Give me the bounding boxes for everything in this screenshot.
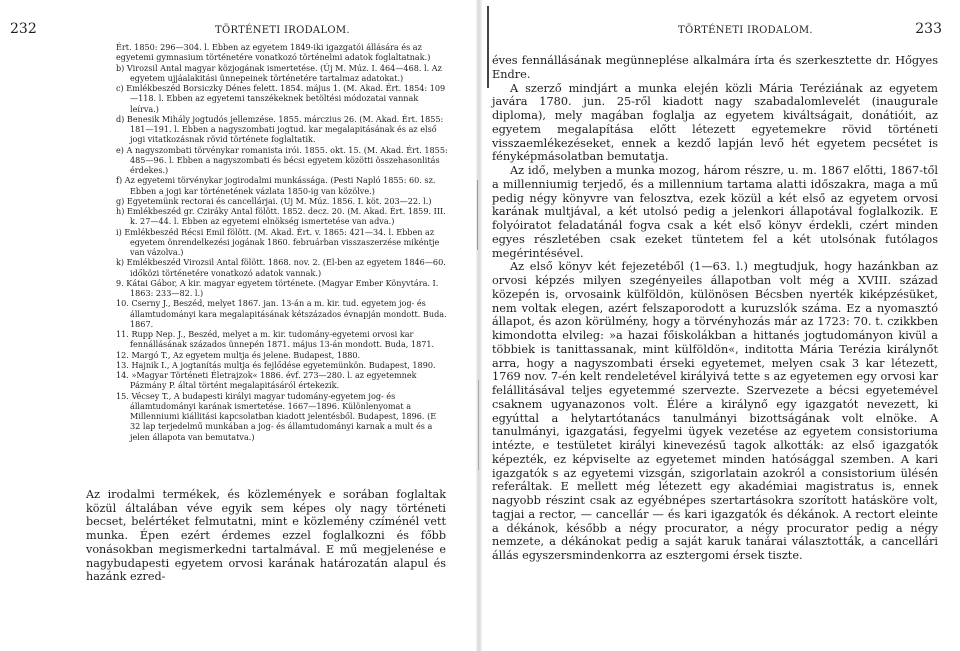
running-head: TÖRTÉNETI IRODALOM.	[215, 25, 350, 36]
footnote-item: f) Az egyetemi törvénykar jogirodalmi munkássága. (Pesti Napló 1855: 60. sz. Ebben a jogi kar történetének vázlata 1850-ig van közölve.)	[116, 175, 436, 196]
page-number: 233	[915, 21, 942, 37]
footnote-item: h) Emlékbeszéd gr. Cziráky Antal fölött. 1852. decz. 20. (M. Akad. Ért. 1859. III. k. 27—44. l. Ebben az egyetemi elnökség ismertetése van adva.)	[116, 206, 446, 227]
footnote-item: 10. Cserny J., Beszéd, melyet 1867. jan. 13-án a m. kir. tud. egyetem jog- és államtudományi kara megalapitásának kétszázados évnapján mondott. Buda. 1867.	[116, 298, 447, 329]
text-paragraph: Az idő, melyben a munka mozog, három részre, u. m. 1867 előtti, 1867-től a millenniumig terjedő, és a millennium tartama alatti időszakra, maga a mű pedig négy könyvre van felosztva, ezek közül a két első az egyetem orvosi karának multjával, a két utolsó pedig a jelenkori állapotával foglalkozik. E folyóiratot feladatánál fogva csak a két első könyv érdekli, czért minden egyes részletében csak ezeket tüntetem fel a két utolsónak futólagos megérintésével.	[492, 164, 938, 260]
footnote-item: 15. Vécsey T., A budapesti királyi magyar tudomány-egyetem jog- és államtudományi karának ismertetése. 1667—1896. Különlenyomat a Millenniumi kiállitási kapcsolatban kiadott jelentésből. Budapest, 1896. (E 32 lap terjedelmű munkában a jog- és államtudományi karnak a mult és a jelen állapota van bemutatva.)	[116, 390, 437, 442]
right-page	[480, 0, 960, 651]
running-head: TÖRTÉNETI IRODALOM.	[678, 25, 813, 36]
footnote-item: i) Emlékbeszéd Récsi Emil fölött. (M. Akad. Ért. v. 1865: 421—34. l. Ebben az egyetem önrendelkezési jogának 1860. februárban visszaszerzése mikéntje van vázolva.)	[116, 226, 440, 257]
footnote-item: Ért. 1850: 296—304. l. Ebben az egyetem 1849-iki igazgatói állására és az egyetemi gymnasium történetére vonatkozó történelmi adatok foglaltatnak.)	[116, 42, 431, 63]
text-paragraph: A szerző mindjárt a munka elején közli Mária Teréziának az egyetem javára 1780. jun. 25-ről kiadott nagy szabadalomlevelét (inaugurale diploma), mely magában foglalja az egyetem kiváltságait, donátióit, az egyetem megalapítása előtt létezett egyetemekre rövid történeti visszaemlékezéseket, ennek a kezdő lapján levő hét egyetem pecsétet is fényképmásolatban bemutatja.	[492, 81, 938, 164]
text-paragraph: Az első könyv két fejezetéből (1—63. l.) megtudjuk, hogy hazánkban az orvosi képzés milyen szegényeiles állapotban volt még a XVIII. század közepén is, orvosaink külföldön, különösen Bécsben nyerték kiképzésüket, nem voltak elegen, azért felszaporodott a kuruzslók száma. Ez a nyomasztó állapot, és azon körülmény, hogy a törvényhozás már az 1723: 70. t. czikkben kimondotta elvileg: »a hazai főiskolákban a hittanés jogtudományon kivül a többiek is tanittassanak, mint külföldön«, inditotta Mária Terézia királynőt arra, hogy a nagyszombati érseki egyetemet, melyen csak 3 kar létezett, 1769 nov. 7-én kelt rendeletével királyivá tette s az egyetemen egy orvosi kar felállitásával teljes egyetemmé szervezte. Szervezete a bécsi egyetemével csaknem ugyanazonos volt. Élére a királynő egy igazgatót nevezett, ki egyúttal a helytartótanács tanulmányi bizottságának volt elnöke. A tanulmányi, igazgatási, fegyelmi ügyek vezetése az egyetem consistoriuma intézte, e testületet királyi kinevezésű tagok alkották: az első igazgatók képezték, ez képviselte az egyetemet minden hatósággal szemben. A kari igazgatók s az egyetemi vizsgán, szigorlatain azokról a consistorium ülésén referáltak. E mellett még létezett egy akadémiai magistratus is, ennek nagyobb részint csak az egyébnépes szertartásokra szorított hatásköre volt, tagjai a rector, — cancellár — és kari igazgatók és dékánok. A rectort eleinte a dékánok, később a négy procurator, a négy procurator pedig a négy nemzete, a dékánokat pedig a saját karuk tanárai választották, a cancellári állás egyszersmindenkorra az esztergomi érsek tiszte.	[492, 260, 938, 562]
footnote-item: 14. »Magyar Történeti Életrajzok« 1886. évf. 273—280. l. az egyetemnek Pázmány P. által történt megalapitásáról értekezik.	[116, 370, 417, 391]
footnote-item: b) Virozsil Antal magyar közjogának ismertetése. (Új M. Múz. I. 464—468. l. Az egyetem ujjáalakitási ünnepeinek történetére tartalmaz adatokat.)	[116, 62, 442, 83]
page-number: 232	[10, 21, 37, 37]
footnote-item: e) A nagyszombati törvénykar romanista irói. 1855. okt. 15. (M. Akad. Ért. 1855: 485—96. l. Ebben a nagyszombati és bécsi egyetem közötti összehasonlitás érdekes.)	[116, 144, 448, 175]
footnote-item: d) Benesik Mihály jogtudós jellemzése. 1855. márczius 26. (M. Akad. Ért. 1855: 181—191. l. Ebben a nagyszombati jogtud. kar megalapitásának és az első jogi vitatkozásnak rövid története foglaltatik.	[116, 113, 444, 145]
footnote-item: c) Emlékbeszéd Borsiczky Dénes felett. 1854. május 1. (M. Akad. Ért. 1854: 109—118. l. Ebben az egyetemi tanszékeknek betöltési módozatai vannak leírva.)	[116, 83, 446, 114]
footnote-item: 9. Kátai Gábor, A kir. magyar egyetem története. (Magyar Ember Könyvtára. I. 1863: 233—82. l.)	[116, 277, 439, 298]
footnote-item: 11. Rupp Nep. J., Beszéd, melyet a m. kir. tudomány-egyetemi orvosi kar fennállásának százados ünnepén 1871. május 13-án mondott. Buda, 1871.	[116, 329, 435, 350]
footnote-item: g) Egyetemünk rectorai és cancellárjai. (Uj M. Múz. 1856. I. köt. 203—22. l.)	[116, 195, 432, 206]
footnote-item: 12. Margó T., Az egyetem multja és jelene. Budapest, 1880.	[116, 349, 361, 360]
footnote-list	[116, 42, 448, 442]
footnote-item: k) Emlékbeszéd Virozsil Antal fölött. 1868. nov. 2. (El-ben az egyetem 1846—60. időközi történetére vonatkozó adatok vannak.)	[116, 257, 446, 278]
body-paragraph: Az irodalmi termékek, és közlemények e sorában foglaltak közül általában véve egyik sem képes oly nagy történeti becset, belértéket felmutatni, mint e közlemény czíménél vett munka. Épen ezért érdemes ezzel foglalkozni és főbb vonásokban megismerkedni tartalmával. E mű megjelenése e nagybudapesti egyetem orvosi karának határozatán alapul és hazánk ezred-	[86, 488, 446, 584]
main-text	[492, 54, 938, 563]
footnote-item: 13. Hajnik I., A jogtanítás multja és fejlődése egyetemünkön. Budapest, 1890.	[116, 359, 436, 370]
text-paragraph: éves fennállásának megünneplése alkalmára írta és szerkesztette dr. Hőgyes Endre.	[492, 54, 938, 81]
